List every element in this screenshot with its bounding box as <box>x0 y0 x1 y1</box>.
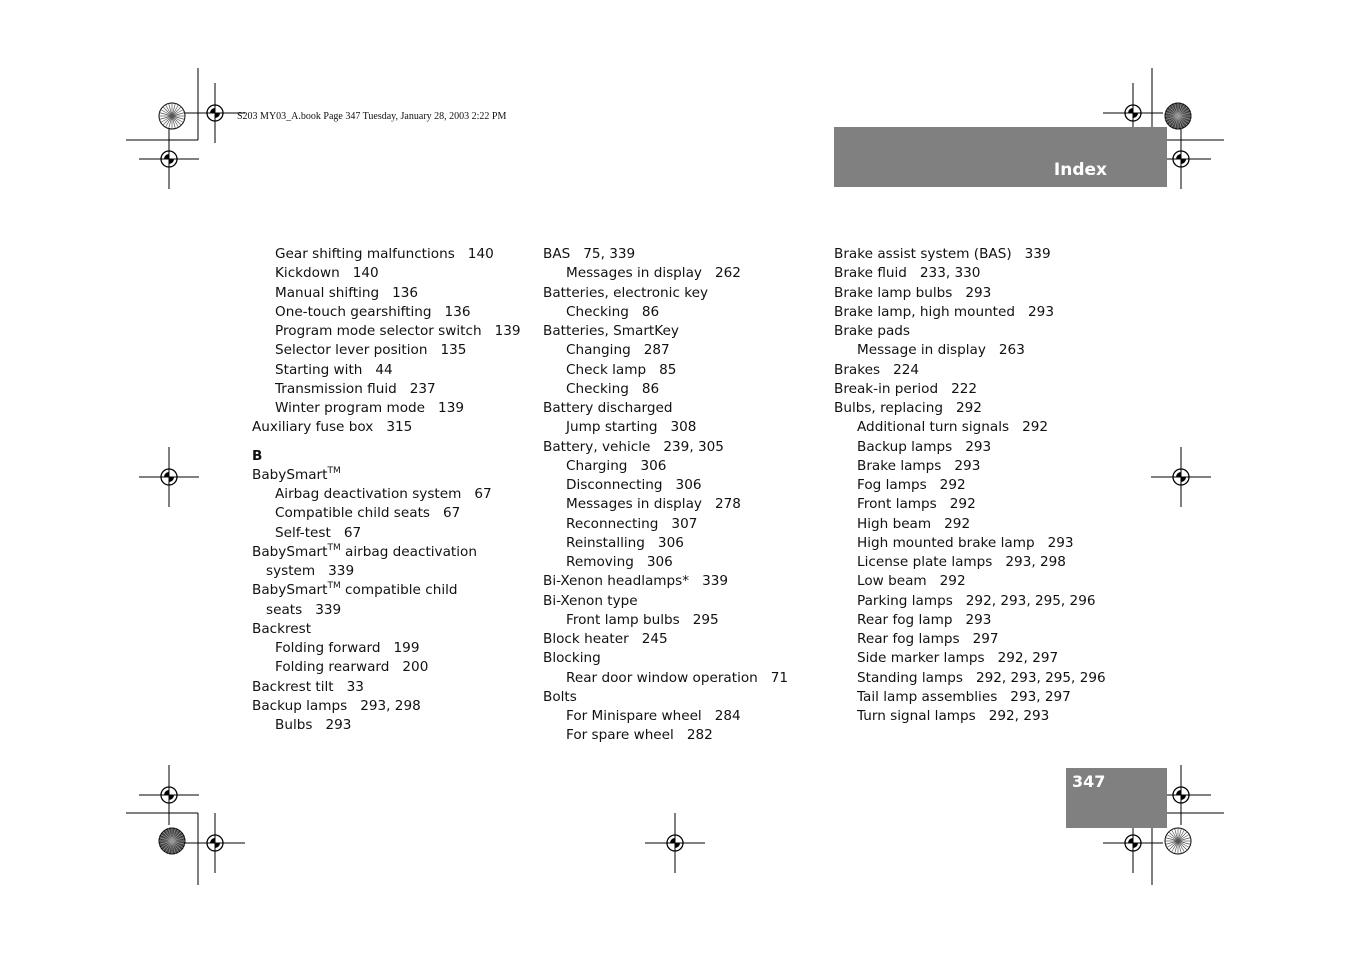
index-entry <box>543 245 788 264</box>
index-entry <box>543 322 788 341</box>
entry-text: Low beam <box>857 573 927 590</box>
entry-text: Program mode selector switch <box>275 323 482 339</box>
entry-pages: 136 <box>444 303 471 320</box>
page-number-tab <box>1066 768 1167 828</box>
index-entry <box>252 678 521 697</box>
entry-text: Break-in period <box>834 380 939 397</box>
index-entry <box>252 697 521 716</box>
index-subentry <box>834 418 1106 437</box>
index-column-1 <box>252 245 521 735</box>
entry-text: Checking <box>566 380 629 397</box>
index-entry <box>252 466 521 485</box>
entry-pages: 33 <box>346 678 364 695</box>
entry-text: Reinstalling <box>566 534 645 551</box>
entry-text: Front lamp bulbs <box>566 611 680 628</box>
entry-text: Additional turn signals <box>857 419 1010 436</box>
entry-text: Brake pads <box>834 323 910 339</box>
entry-text: Brake lamps <box>857 457 942 474</box>
index-subentry <box>252 303 521 322</box>
entry-text: Rear fog lamps <box>857 631 960 647</box>
trademark-sup: TM <box>327 581 341 592</box>
index-entry <box>543 592 788 611</box>
entry-text: Tail lamp assemblies <box>857 688 998 705</box>
entry-pages: 297 <box>972 631 999 647</box>
entry-pages: 292 <box>939 477 966 493</box>
entry-text-cont: airbag deactivation <box>340 543 477 560</box>
entry-text: Standing lamps <box>857 669 963 686</box>
entry-text: Changing <box>566 342 631 359</box>
entry-pages: 139 <box>438 400 464 416</box>
entry-pages: 306 <box>646 554 673 570</box>
entry-text: Selector lever position <box>275 342 428 359</box>
index-subentry <box>252 380 521 399</box>
entry-pages: 278 <box>714 496 741 513</box>
entry-text: Bi-Xenon headlamps* <box>543 573 690 590</box>
entry-pages: 292 <box>944 515 971 532</box>
entry-text: Starting with <box>275 361 363 378</box>
entry-pages: 86 <box>641 303 660 320</box>
entry-text: Bulbs <box>275 717 313 733</box>
entry-text: BabySmart <box>252 466 328 483</box>
trademark-sup: TM <box>327 542 341 553</box>
entry-text: Gear shifting malfunctions <box>275 246 455 262</box>
index-entry <box>834 399 1106 418</box>
entry-pages: 136 <box>392 284 419 301</box>
entry-pages: 293 <box>1047 534 1074 551</box>
trademark-sup: TM <box>327 465 341 476</box>
index-subentry <box>834 611 1106 630</box>
entry-text: Block heater <box>543 631 629 647</box>
entry-text: For spare wheel <box>566 727 674 744</box>
index-entry <box>252 620 521 639</box>
index-subentry <box>252 341 521 360</box>
entry-text: Reconnecting <box>566 515 659 532</box>
entry-pages: 139 <box>494 323 521 339</box>
entry-pages: 292, 293 <box>988 708 1050 724</box>
page-number: 347 <box>1072 772 1106 791</box>
index-subentry <box>834 572 1106 591</box>
entry-text: Jump starting <box>566 419 658 436</box>
entry-pages: 140 <box>352 265 379 282</box>
entry-pages: 67 <box>474 486 492 502</box>
index-subentry <box>543 380 788 399</box>
entry-text: Disconnecting <box>566 477 663 493</box>
index-subentry <box>252 264 521 283</box>
index-subentry <box>543 611 788 630</box>
entry-text: Compatible child seats <box>275 505 430 522</box>
entry-text-cont: compatible child <box>340 582 458 599</box>
index-subentry <box>252 524 521 543</box>
section-title: Index <box>1053 160 1107 180</box>
index-entry <box>834 264 1106 283</box>
index-subentry <box>252 399 521 418</box>
entry-pages: 339 <box>315 601 342 618</box>
index-subentry <box>834 630 1106 649</box>
index-letter-heading <box>252 447 521 466</box>
entry-pages: 86 <box>641 380 660 397</box>
index-entry-continuation <box>252 562 521 581</box>
entry-text: Airbag deactivation system <box>275 486 462 502</box>
entry-text: Fog lamps <box>857 477 927 493</box>
index-subentry <box>543 669 788 688</box>
entry-text: Blocking <box>543 650 601 667</box>
entry-text: Bulbs, replacing <box>834 400 943 416</box>
entry-text: Bolts <box>543 688 577 705</box>
index-subentry <box>543 515 788 534</box>
entry-pages: 44 <box>375 361 393 378</box>
entry-pages: 307 <box>671 515 698 532</box>
entry-pages: 135 <box>440 342 467 359</box>
entry-pages: 292 <box>955 400 982 416</box>
entry-text: Winter program mode <box>275 400 426 416</box>
entry-pages: 306 <box>657 534 684 551</box>
index-subentry <box>252 322 521 341</box>
entry-text: Brake lamp bulbs <box>834 284 953 301</box>
entry-pages: 222 <box>951 380 978 397</box>
index-subentry <box>543 418 788 437</box>
index-column-3 <box>834 245 1106 726</box>
entry-pages: 339 <box>702 573 729 590</box>
entry-pages: 292, 293, 295, 296 <box>975 669 1106 686</box>
index-subentry <box>834 553 1106 572</box>
index-entry <box>834 322 1106 341</box>
index-entry <box>834 380 1106 399</box>
entry-pages: 67 <box>443 505 461 522</box>
index-subentry <box>252 504 521 523</box>
entry-text: BabySmart <box>252 582 328 599</box>
index-entry <box>543 630 788 649</box>
entry-pages: 293 <box>965 611 992 628</box>
entry-text: BabySmart <box>252 543 328 560</box>
entry-pages: 293 <box>1028 303 1054 320</box>
entry-text: Brake assist system (BAS) <box>834 246 1012 262</box>
index-subentry <box>252 658 521 677</box>
entry-text: Charging <box>566 457 628 474</box>
index-entry <box>543 649 788 668</box>
index-entry-continuation <box>252 601 521 620</box>
entry-text: License plate lamps <box>857 554 993 570</box>
index-subentry <box>543 553 788 572</box>
index-entry <box>834 361 1106 380</box>
index-subentry <box>834 476 1106 495</box>
entry-text: Messages in display <box>566 265 702 282</box>
entry-pages: 293 <box>965 438 992 455</box>
index-subentry <box>834 592 1106 611</box>
index-subentry <box>834 515 1106 534</box>
index-subentry <box>543 264 788 283</box>
index-subentry <box>252 716 521 735</box>
index-subentry <box>834 688 1106 707</box>
index-subentry <box>543 726 788 745</box>
entry-pages: 263 <box>998 342 1025 359</box>
index-subentry <box>834 438 1106 457</box>
entry-pages: 67 <box>343 524 362 541</box>
entry-text: Battery, vehicle <box>543 438 651 455</box>
entry-text: Rear fog lamp <box>857 611 953 628</box>
entry-text: Removing <box>566 554 634 570</box>
entry-text: Transmission fluid <box>275 380 397 397</box>
index-subentry <box>834 707 1106 726</box>
entry-text: Battery discharged <box>543 400 673 416</box>
index-subentry <box>834 341 1106 360</box>
entry-text: Bi-Xenon type <box>543 592 638 609</box>
entry-text: High mounted brake lamp <box>857 534 1035 551</box>
entry-pages: 293 <box>965 284 992 301</box>
entry-text: Backup lamps <box>252 697 348 714</box>
entry-text: Parking lamps <box>857 592 953 609</box>
entry-text: For Minispare wheel <box>566 708 702 724</box>
entry-text: High beam <box>857 515 932 532</box>
entry-pages: 233, 330 <box>919 265 981 282</box>
entry-pages: 262 <box>714 265 741 282</box>
index-entry <box>834 245 1106 264</box>
entry-pages: 224 <box>893 361 920 378</box>
index-entry <box>252 418 521 437</box>
index-subentry <box>252 639 521 658</box>
entry-text: Manual shifting <box>275 284 380 301</box>
index-subentry <box>543 457 788 476</box>
entry-pages: 306 <box>640 457 667 474</box>
index-subentry <box>834 534 1106 553</box>
entry-pages: 293 <box>325 717 352 733</box>
index-subentry <box>834 495 1106 514</box>
entry-pages: 200 <box>402 659 429 676</box>
entry-pages: 287 <box>643 342 670 359</box>
entry-pages: 292, 297 <box>997 650 1059 667</box>
index-subentry <box>543 341 788 360</box>
entry-pages: 292, 293, 295, 296 <box>965 592 1096 609</box>
index-subentry <box>834 457 1106 476</box>
entry-text: Folding forward <box>275 640 381 656</box>
index-subentry <box>834 649 1106 668</box>
entry-pages: 308 <box>670 419 697 436</box>
entry-pages: 85 <box>659 361 677 378</box>
entry-pages: 292 <box>1022 419 1049 436</box>
index-subentry <box>543 476 788 495</box>
entry-pages: 339 <box>1024 246 1051 262</box>
entry-text: system <box>266 563 316 579</box>
entry-text: Messages in display <box>566 496 702 513</box>
index-subentry <box>543 495 788 514</box>
entry-text: Kickdown <box>275 265 340 282</box>
entry-pages: 284 <box>714 708 741 724</box>
entry-text: Brakes <box>834 361 881 378</box>
entry-text: Backrest <box>252 620 312 637</box>
index-entry <box>543 688 788 707</box>
index-entry <box>834 303 1106 322</box>
entry-text: BAS <box>543 246 571 262</box>
entry-text: Batteries, SmartKey <box>543 323 679 339</box>
entry-text: Brake fluid <box>834 265 907 282</box>
section-tab <box>834 127 1167 187</box>
index-entry <box>252 543 521 562</box>
entry-pages: 71 <box>770 669 789 686</box>
entry-pages: 315 <box>386 419 413 436</box>
entry-text: Side marker lamps <box>857 650 985 667</box>
entry-text: Message in display <box>857 342 986 359</box>
entry-text: Check lamp <box>566 361 647 378</box>
index-entry <box>543 438 788 457</box>
entry-pages: 245 <box>641 631 668 647</box>
index-column-2 <box>543 245 788 746</box>
entry-text: Backup lamps <box>857 438 953 455</box>
entry-text: Rear door window operation <box>566 669 758 686</box>
index-entry <box>252 581 521 600</box>
entry-text: Self-test <box>275 524 331 541</box>
index-subentry <box>834 669 1106 688</box>
index-subentry <box>252 245 521 264</box>
index-subentry <box>252 485 521 504</box>
entry-pages: 239, 305 <box>663 438 724 455</box>
entry-pages: 306 <box>675 477 702 493</box>
index-entry <box>543 572 788 591</box>
entry-pages: 293 <box>954 457 981 474</box>
entry-pages: 293, 298 <box>1005 554 1066 570</box>
print-header: S203 MY03_A.book Page 347 Tuesday, January 28, 2003 2:22 PM <box>237 111 507 122</box>
index-subentry <box>252 284 521 303</box>
entry-pages: 293, 297 <box>1010 688 1071 705</box>
index-subentry <box>252 361 521 380</box>
entry-pages: 293, 298 <box>360 697 421 714</box>
index-entry <box>543 284 788 303</box>
entry-text: Front lamps <box>857 496 937 513</box>
entry-text: seats <box>266 601 303 618</box>
entry-pages: 140 <box>467 246 494 262</box>
entry-pages: 75, 339 <box>583 246 636 262</box>
entry-pages: 339 <box>328 563 355 579</box>
entry-pages: 292 <box>939 573 966 590</box>
entry-text: One-touch gearshifting <box>275 303 432 320</box>
entry-pages: 237 <box>409 380 436 397</box>
index-entry <box>834 284 1106 303</box>
entry-text: Brake lamp, high mounted <box>834 303 1016 320</box>
entry-text: Backrest tilt <box>252 678 334 695</box>
entry-text: B <box>252 447 263 464</box>
entry-text: Auxiliary fuse box <box>252 419 374 436</box>
entry-text: Turn signal lamps <box>857 708 976 724</box>
index-subentry <box>543 534 788 553</box>
index-subentry <box>543 707 788 726</box>
index-subentry <box>543 303 788 322</box>
entry-text: Checking <box>566 303 629 320</box>
entry-pages: 282 <box>686 727 713 744</box>
entry-pages: 199 <box>393 640 420 656</box>
index-entry <box>543 399 788 418</box>
entry-pages: 292 <box>949 496 976 513</box>
entry-text: Folding rearward <box>275 659 390 676</box>
index-subentry <box>543 361 788 380</box>
entry-text: Batteries, electronic key <box>543 284 709 301</box>
entry-pages: 295 <box>692 611 719 628</box>
